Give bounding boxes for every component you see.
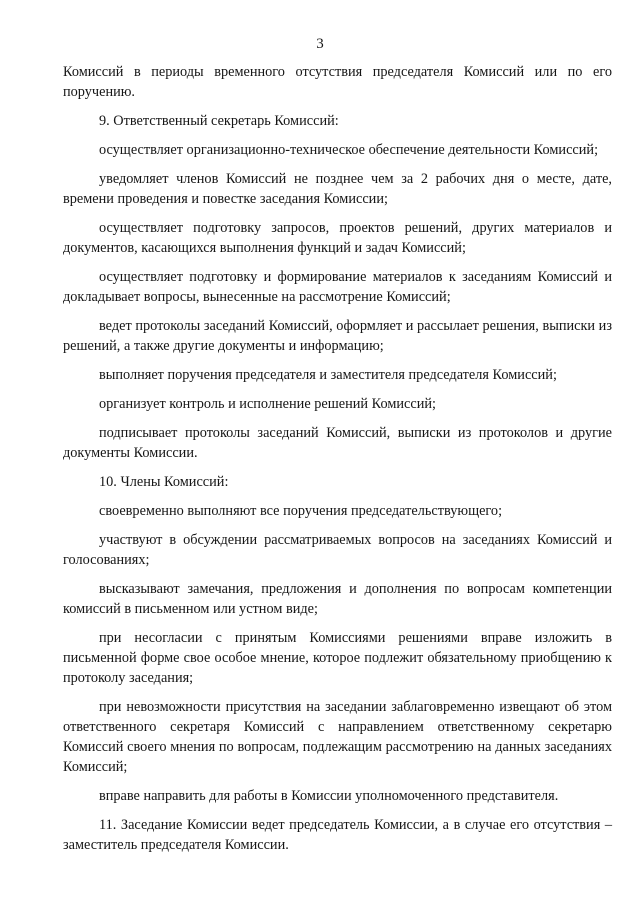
page-number: 3 — [316, 36, 324, 52]
members-duty-item: вправе направить для работы в Комиссии уполномоченного представителя. — [99, 788, 559, 804]
secretary-duty-item: осуществляет подготовку запросов, проектов решений, других материалов и документов, касающихся выполнения функций и задач Комиссий; — [63, 220, 612, 256]
document-body — [63, 62, 612, 864]
secretary-duty-item: осуществляет организационно-техническое обеспечение деятельности Комиссий; — [99, 142, 599, 158]
members-duty-item: при несогласии с принятым Комиссиями решениями вправе изложить в письменной форме свое особое мнение, которое подлежит обязательному приобщению к протоколу заседания; — [63, 630, 612, 686]
secretary-duty-item: ведет протоколы заседаний Комиссий, оформляет и рассылает решения, выписки из решений, а также другие документы и информацию; — [63, 318, 612, 354]
members-duty-item: высказывают замечания, предложения и дополнения по вопросам компетенции комиссий в письменном или устном виде; — [63, 581, 612, 617]
secretary-duty-item: организует контроль и исполнение решений Комиссий; — [99, 396, 436, 412]
section-heading-session: 11. Заседание Комиссии ведет председатель Комиссии, а в случае его отсутствия – заместитель председателя Комиссии. — [63, 817, 612, 853]
members-duty-item: при невозможности присутствия на заседании заблаговременно извещают об этом ответственного секретаря Комиссий с направлением ответственному секретарю Комиссий своего мнения по вопросам, подлежащим рассмотрению на данных заседаниях Комиссий; — [63, 699, 612, 775]
paragraph-continuation: Комиссий в периоды временного отсутствия председателя Комиссий или по его поручению. — [63, 64, 612, 100]
members-duty-item: участвуют в обсуждении рассматриваемых вопросов на заседаниях Комиссий и голосованиях; — [63, 532, 612, 568]
section-heading-members: 10. Члены Комиссий: — [99, 474, 229, 490]
section-heading-secretary: 9. Ответственный секретарь Комиссий: — [99, 113, 339, 129]
members-duty-item: своевременно выполняют все поручения председательствующего; — [99, 503, 503, 519]
secretary-duty-item: выполняет поручения председателя и заместителя председателя Комиссий; — [99, 367, 557, 383]
secretary-duty-item: уведомляет членов Комиссий не позднее чем за 2 рабочих дня о месте, дате, времени проведения и повестке заседания Комиссии; — [63, 171, 612, 207]
secretary-duty-item: подписывает протоколы заседаний Комиссий, выписки из протоколов и другие документы Комиссии. — [63, 425, 612, 461]
secretary-duty-item: осуществляет подготовку и формирование материалов к заседаниям Комиссий и докладывает вопросы, вынесенные на рассмотрение Комиссий; — [63, 269, 612, 305]
